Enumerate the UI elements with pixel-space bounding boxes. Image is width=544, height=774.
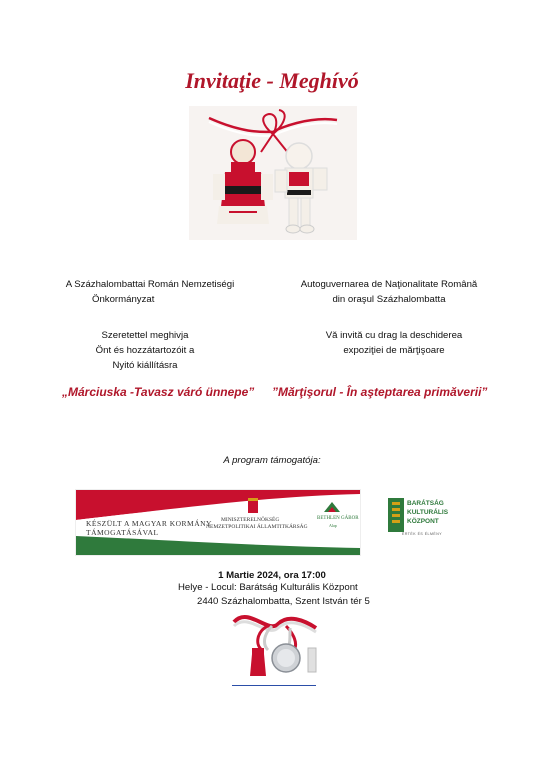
logo-line1: BARÁTSÁG	[407, 500, 444, 507]
page-title: Invitaţie - Meghívó	[185, 68, 359, 93]
event-place: Helye - Locul: Barátság Kulturális Központ	[178, 582, 358, 593]
event-address: 2440 Százhalombatta, Szent István tér 5	[197, 596, 370, 607]
bethlen-gabor-label: BETHLEN GÁBOR	[317, 516, 359, 521]
logo-line3: KÖZPONT	[407, 518, 439, 525]
left-org-line1: A Százhalombattai Román Nemzetiségi	[65, 279, 235, 290]
left-exhibition-title: „Márciuska -Tavasz váró ünnepe”	[62, 385, 255, 399]
right-invite-line2: expoziţiei de mărţişoare	[343, 345, 445, 356]
sponsor-label: A program támogatója:	[223, 455, 321, 466]
ministry-line1: MINISZTERELNÖKSÉG	[221, 517, 280, 523]
government-support-banner	[75, 489, 361, 556]
right-org-line1: Autoguvernarea de Naţionalitate Română	[300, 279, 478, 290]
logo-tagline: ÉRTÉK ÉS ÉLMÉNY	[402, 532, 443, 536]
baratsag-logo	[388, 498, 448, 540]
left-invite-line1: Szeretettel meghivja	[101, 330, 189, 341]
banner-line1: KÉSZÜLT A MAGYAR KORMÁNY	[86, 519, 212, 528]
left-invite-line3: Nyitó kiállításra	[112, 360, 178, 371]
ministry-line2: NEMZETPOLITIKAI ÁLLAMTITKÁRSÁG	[206, 524, 308, 530]
right-exhibition-title: ”Mărţişorul - În aşteptarea primăverii”	[272, 385, 488, 399]
martisor-tassel-image	[228, 610, 320, 680]
left-org-line2: Önkormányzat	[92, 294, 155, 305]
banner-line2: TÁMOGATÁSÁVAL	[86, 528, 159, 537]
right-invite-line1: Vă invită cu drag la deschiderea	[325, 330, 463, 341]
link-underline	[232, 685, 316, 686]
event-date: 1 Martie 2024, ora 17:00	[218, 570, 326, 581]
martisor-dolls-image	[189, 106, 357, 240]
right-org-line2: din oraşul Százhalombatta	[332, 294, 446, 305]
logo-line2: KULTURÁLIS	[407, 509, 449, 516]
left-invite-line2: Önt és hozzátartozóit a	[95, 345, 195, 356]
bethlen-gabor-sub: Alap	[329, 523, 337, 528]
